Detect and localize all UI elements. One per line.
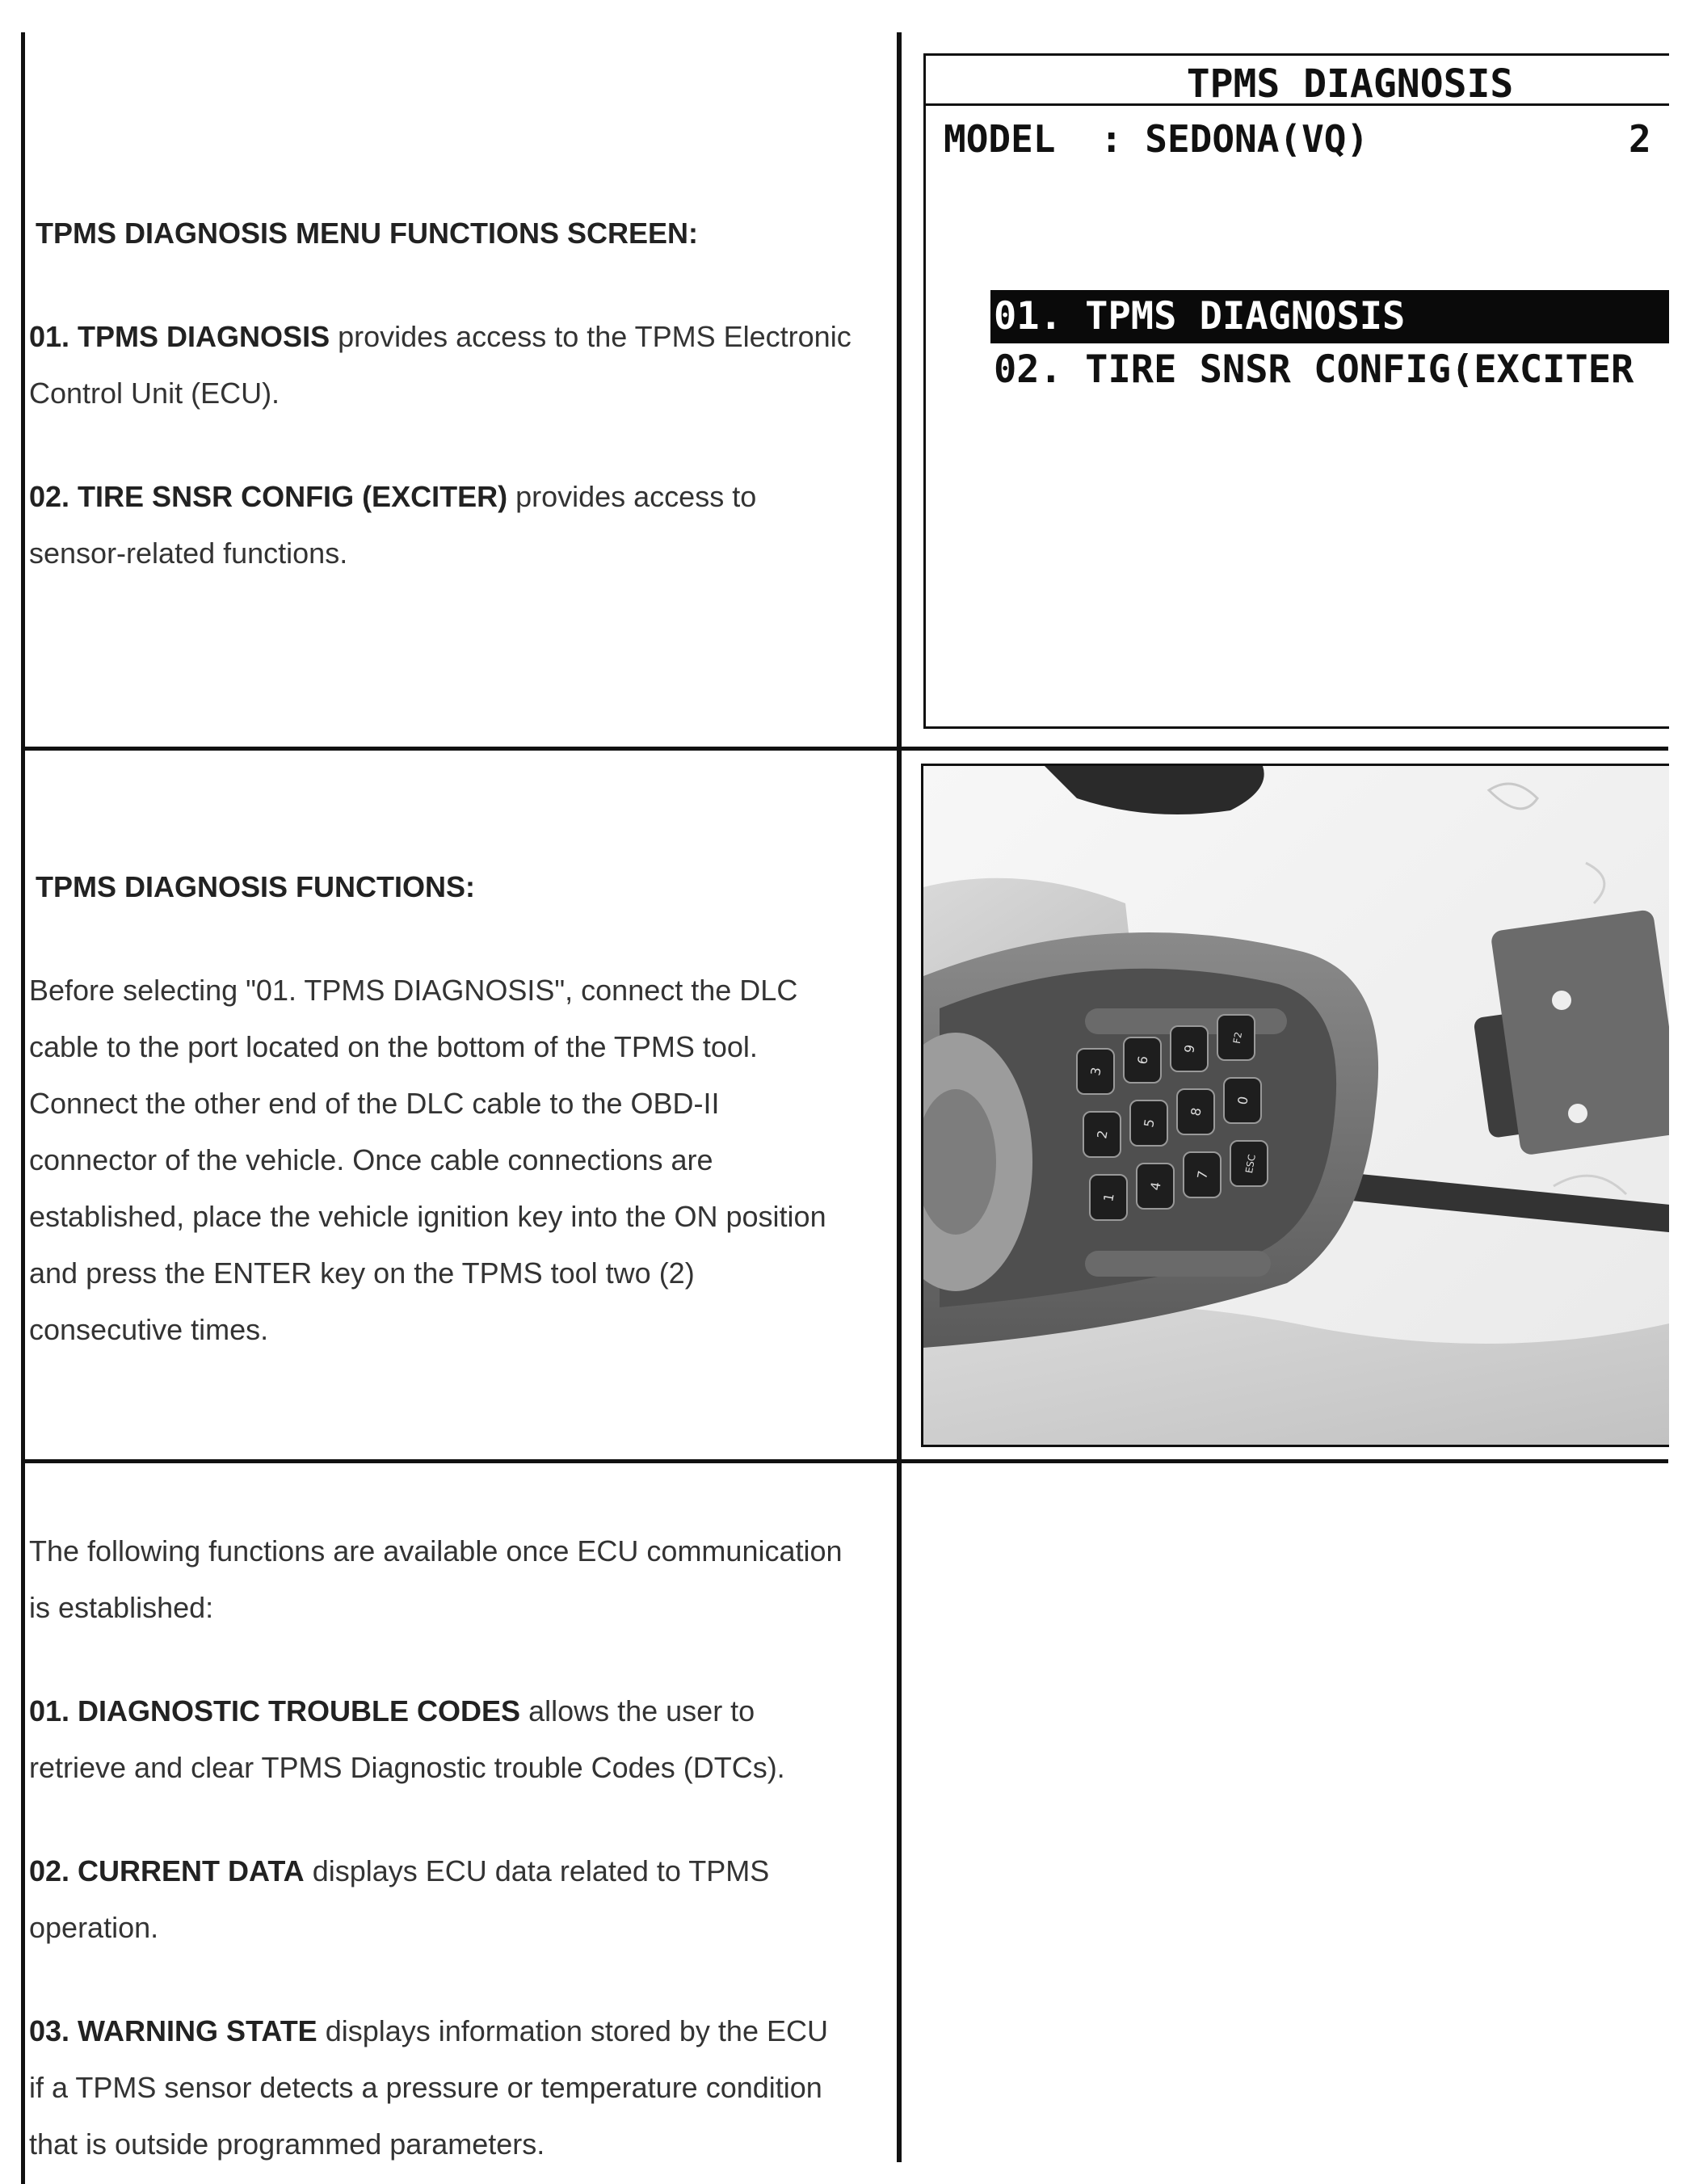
svg-text:5: 5 xyxy=(1141,1117,1158,1129)
svg-text:6: 6 xyxy=(1134,1054,1151,1066)
section2-heading: TPMS DIAGNOSIS FUNCTIONS: xyxy=(36,870,476,903)
item-label: 02. CURRENT DATA xyxy=(29,1854,305,1887)
svg-text:2: 2 xyxy=(1094,1129,1111,1140)
screen-menu-item-tire-snsr-config[interactable]: 02. TIRE SNSR CONFIG(EXCITER xyxy=(994,347,1634,392)
section2-line: cable to the port located on the bottom of the TPMS tool. xyxy=(29,1030,758,1063)
row-divider-1 xyxy=(21,747,1668,751)
tpms-tool-photo xyxy=(921,764,1669,1447)
keypad-key xyxy=(1137,1164,1174,1209)
item-label: 01. TPMS DIAGNOSIS xyxy=(29,320,330,353)
svg-text:F2: F2 xyxy=(1230,1030,1245,1045)
svg-text:4: 4 xyxy=(1147,1180,1164,1192)
section3-item-3-cont: if a TPMS sensor detects a pressure or temperature condition xyxy=(29,2071,822,2104)
svg-text:9: 9 xyxy=(1181,1043,1198,1054)
section1-item-2-cont: sensor-related functions. xyxy=(29,537,348,570)
item-label: 03. WARNING STATE xyxy=(29,2014,317,2047)
tpms-tool-screen xyxy=(923,53,1669,729)
tpms-tool-illustration xyxy=(923,766,1669,1445)
item-label: 02. TIRE SNSR CONFIG (EXCITER) xyxy=(29,480,508,513)
item-text: displays ECU data related to TPMS xyxy=(304,1854,770,1887)
section2-line: consecutive times. xyxy=(29,1313,269,1346)
section3-item-3 xyxy=(29,2003,894,2060)
section3-intro: The following functions are available once ECU communication xyxy=(29,1534,843,1568)
svg-text:3: 3 xyxy=(1087,1066,1104,1077)
section3-cell xyxy=(29,1523,894,2173)
keypad-key xyxy=(1124,1037,1161,1083)
table-column-divider xyxy=(897,32,902,2162)
section2-cell xyxy=(29,859,894,1358)
svg-text:1: 1 xyxy=(1100,1192,1117,1203)
keypad-key xyxy=(1083,1112,1121,1157)
keypad-key xyxy=(1090,1175,1127,1220)
screen-menu xyxy=(990,290,1669,397)
row-divider-2 xyxy=(21,1459,1668,1463)
keypad-key xyxy=(1171,1026,1208,1071)
section1-item-1 xyxy=(29,309,894,365)
section2-line: established, place the vehicle ignition key into the ON position xyxy=(29,1200,826,1233)
item-text: provides access to the TPMS Electronic xyxy=(330,320,852,353)
keypad-key xyxy=(1177,1089,1214,1134)
section3-item-2-cont: operation. xyxy=(29,1911,159,1944)
keypad-key xyxy=(1184,1152,1221,1197)
keypad-key xyxy=(1224,1078,1261,1123)
item-text: provides access to xyxy=(507,480,757,513)
section2-line: and press the ENTER key on the TPMS tool two (2) xyxy=(29,1256,695,1290)
svg-text:8: 8 xyxy=(1188,1106,1205,1117)
section2-line: connector of the vehicle. Once cable connections are xyxy=(29,1143,713,1176)
screen-year: 2 xyxy=(1629,117,1651,161)
screen-title: TPMS DIAGNOSIS xyxy=(926,56,1669,106)
section2-line: Before selecting "01. TPMS DIAGNOSIS", connect the DLC xyxy=(29,974,798,1007)
keypad-key xyxy=(1077,1049,1114,1094)
keypad-key xyxy=(1130,1100,1167,1146)
section3-item-3-cont: that is outside programmed parameters. xyxy=(29,2127,545,2161)
item-text: displays information stored by the ECU xyxy=(317,2014,828,2047)
table-left-border xyxy=(21,32,25,2184)
svg-text:ESC: ESC xyxy=(1243,1153,1258,1175)
item-label: 01. DIAGNOSTIC TROUBLE CODES xyxy=(29,1694,521,1727)
section3-item-2 xyxy=(29,1843,894,1900)
screen-model-line: MODEL : SEDONA(VQ) xyxy=(944,117,1369,161)
section3-intro-cont: is established: xyxy=(29,1591,214,1624)
svg-text:7: 7 xyxy=(1194,1169,1211,1180)
svg-text:0: 0 xyxy=(1234,1095,1251,1106)
keypad-key xyxy=(1230,1141,1268,1186)
section1-heading: TPMS DIAGNOSIS MENU FUNCTIONS SCREEN: xyxy=(36,217,699,250)
keypad-key xyxy=(1217,1015,1255,1060)
section1-item-2 xyxy=(29,469,894,525)
section3-item-1-cont: retrieve and clear TPMS Diagnostic trouble Codes (DTCs). xyxy=(29,1751,785,1784)
item-text: allows the user to xyxy=(520,1694,755,1727)
section3-item-1 xyxy=(29,1683,894,1740)
section2-line: Connect the other end of the DLC cable to the OBD-II xyxy=(29,1087,720,1120)
section1-item-1-cont: Control Unit (ECU). xyxy=(29,377,280,410)
section1-cell xyxy=(29,205,894,582)
screen-menu-item-tpms-diagnosis[interactable]: 01. TPMS DIAGNOSIS xyxy=(990,290,1669,343)
